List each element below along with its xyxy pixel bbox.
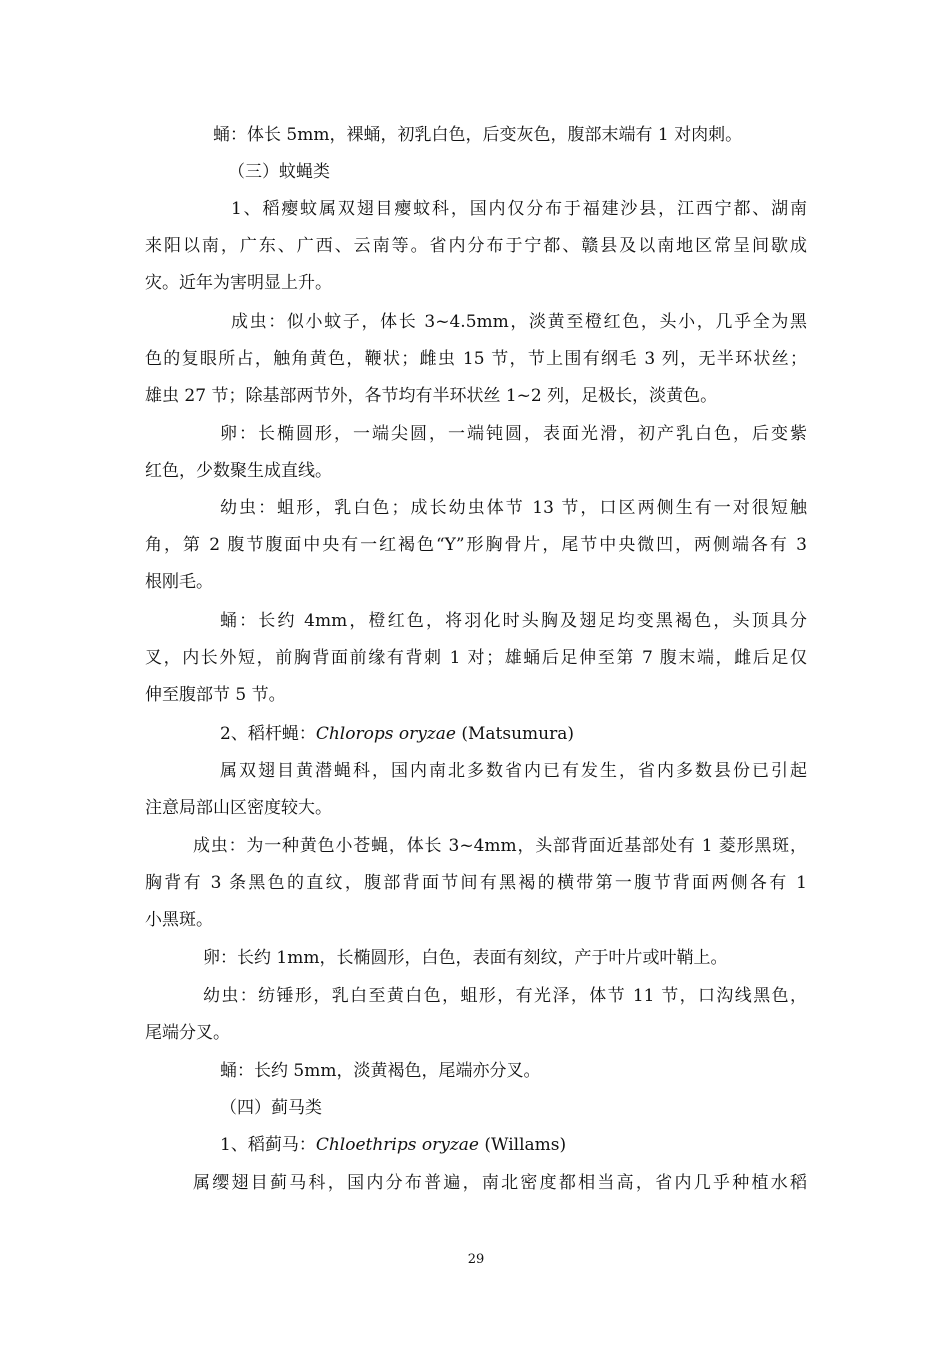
text-line: 叉，内长外短，前胸背面前缘有背刺 1 对；雄蛹后足伸至第 7 腹末端，雌后足仅	[145, 648, 807, 668]
paragraph-adult-gall-midge	[145, 311, 807, 422]
text-line: 胸背有 3 条黑色的直纹，腹部背面节间有黑褐的横带第一腹节背面两侧各有 1	[145, 873, 807, 893]
heading-rice-stem-fly	[220, 723, 574, 745]
section-heading-mosquito-flies	[228, 161, 330, 183]
paragraph-gall-midge-intro	[145, 198, 807, 309]
heading-rice-thrips	[220, 1134, 566, 1156]
author-name: (Willams)	[479, 1135, 567, 1155]
paragraph-adult-stem-fly	[145, 835, 807, 946]
text-line: 注意局部山区密度较大。	[145, 798, 332, 818]
page-number: 29	[467, 1252, 485, 1267]
text-line: 尾端分叉。	[145, 1023, 230, 1043]
paragraph-egg-gall-midge	[145, 423, 807, 497]
paragraph-pupa-gall-midge	[145, 610, 807, 721]
text-line: 成虫：似小蚊子，体长 3~4.5mm，淡黄至橙红色，头小，几乎全为黑	[231, 312, 807, 332]
text-line: 红色，少数聚生成直线。	[145, 461, 332, 481]
paragraph-stem-fly-intro	[145, 760, 807, 834]
text-line: 成虫：为一种黄色小苍蝇，体长 3~4mm，头部背面近基部处有 1 菱形黑斑，	[193, 836, 807, 856]
paragraph-egg-stem-fly	[203, 947, 727, 969]
latin-name: Chlorops oryzae	[315, 724, 456, 744]
text-line: 角，第 2 腹节腹面中央有一红褐色“Y”形胸骨片，尾节中央微凹，两侧端各有 3	[145, 535, 807, 555]
paragraph-pupa-1	[213, 124, 742, 146]
text-line: 灾。近年为害明显上升。	[145, 273, 332, 293]
heading-label: 2、稻杆蝇：	[220, 724, 316, 744]
text-line: 属双翅目黄潜蝇科，国内南北多数省内已有发生，省内多数县份已引起	[220, 761, 807, 781]
text-line: 卵：长约 1mm，长椭圆形，白色，表面有刻纹，产于叶片或叶鞘上。	[203, 948, 728, 968]
latin-name: Chloethrips oryzae	[315, 1135, 479, 1155]
paragraph-pupa-stem-fly	[220, 1060, 540, 1082]
text-line: 来阳以南，广东、广西、云南等。省内分布于宁都、赣县及以南地区常呈间歇成	[145, 236, 807, 256]
text-line: 卵：长椭圆形，一端尖圆，一端钝圆，表面光滑，初产乳白色，后变紫	[220, 424, 807, 444]
text-line: 色的复眼所占，触角黄色，鞭状；雌虫 15 节，节上围有纲毛 3 列，无半环状丝；	[145, 349, 807, 369]
text-line: 根刚毛。	[145, 572, 213, 592]
text-line: 雄虫 27 节；除基部两节外，各节均有半环状丝 1~2 列，足极长，淡黄色。	[145, 386, 718, 406]
paragraph-larva-gall-midge	[145, 497, 807, 608]
text-line: （四）蓟马类	[220, 1098, 322, 1118]
text-line: 小黑斑。	[145, 910, 213, 930]
text-line: 蛹：体长 5mm，裸蛹，初乳白色，后变灰色，腹部末端有 1 对肉刺。	[213, 125, 743, 145]
text-line: 幼虫：蛆形，乳白色；成长幼虫体节 13 节，口区两侧生有一对很短触	[220, 498, 807, 518]
author-name: (Matsumura)	[455, 724, 574, 744]
text-line: 幼虫：纺锤形，乳白至黄白色，蛆形，有光泽，体节 11 节，口沟线黑色，	[203, 986, 807, 1006]
heading-label: 1、稻蓟马：	[220, 1135, 316, 1155]
paragraph-thrips-intro	[193, 1172, 807, 1209]
text-line: （三）蚊蝇类	[228, 162, 330, 182]
text-line: 属缨翅目蓟马科，国内分布普遍，南北密度都相当高，省内几乎种植水稻	[193, 1173, 807, 1193]
text-line: 蛹：长约 5mm，淡黄褐色，尾端亦分叉。	[220, 1061, 541, 1081]
paragraph-larva-stem-fly	[145, 985, 807, 1059]
section-heading-thrips	[220, 1097, 322, 1119]
text-line: 1、稻瘿蚊属双翅目瘿蚊科，国内仅分布于福建沙县，江西宁都、湖南	[231, 199, 807, 219]
text-line: 蛹：长约 4mm，橙红色，将羽化时头胸及翅足均变黑褐色，头顶具分	[220, 611, 807, 631]
text-line: 伸至腹部节 5 节。	[145, 685, 286, 705]
